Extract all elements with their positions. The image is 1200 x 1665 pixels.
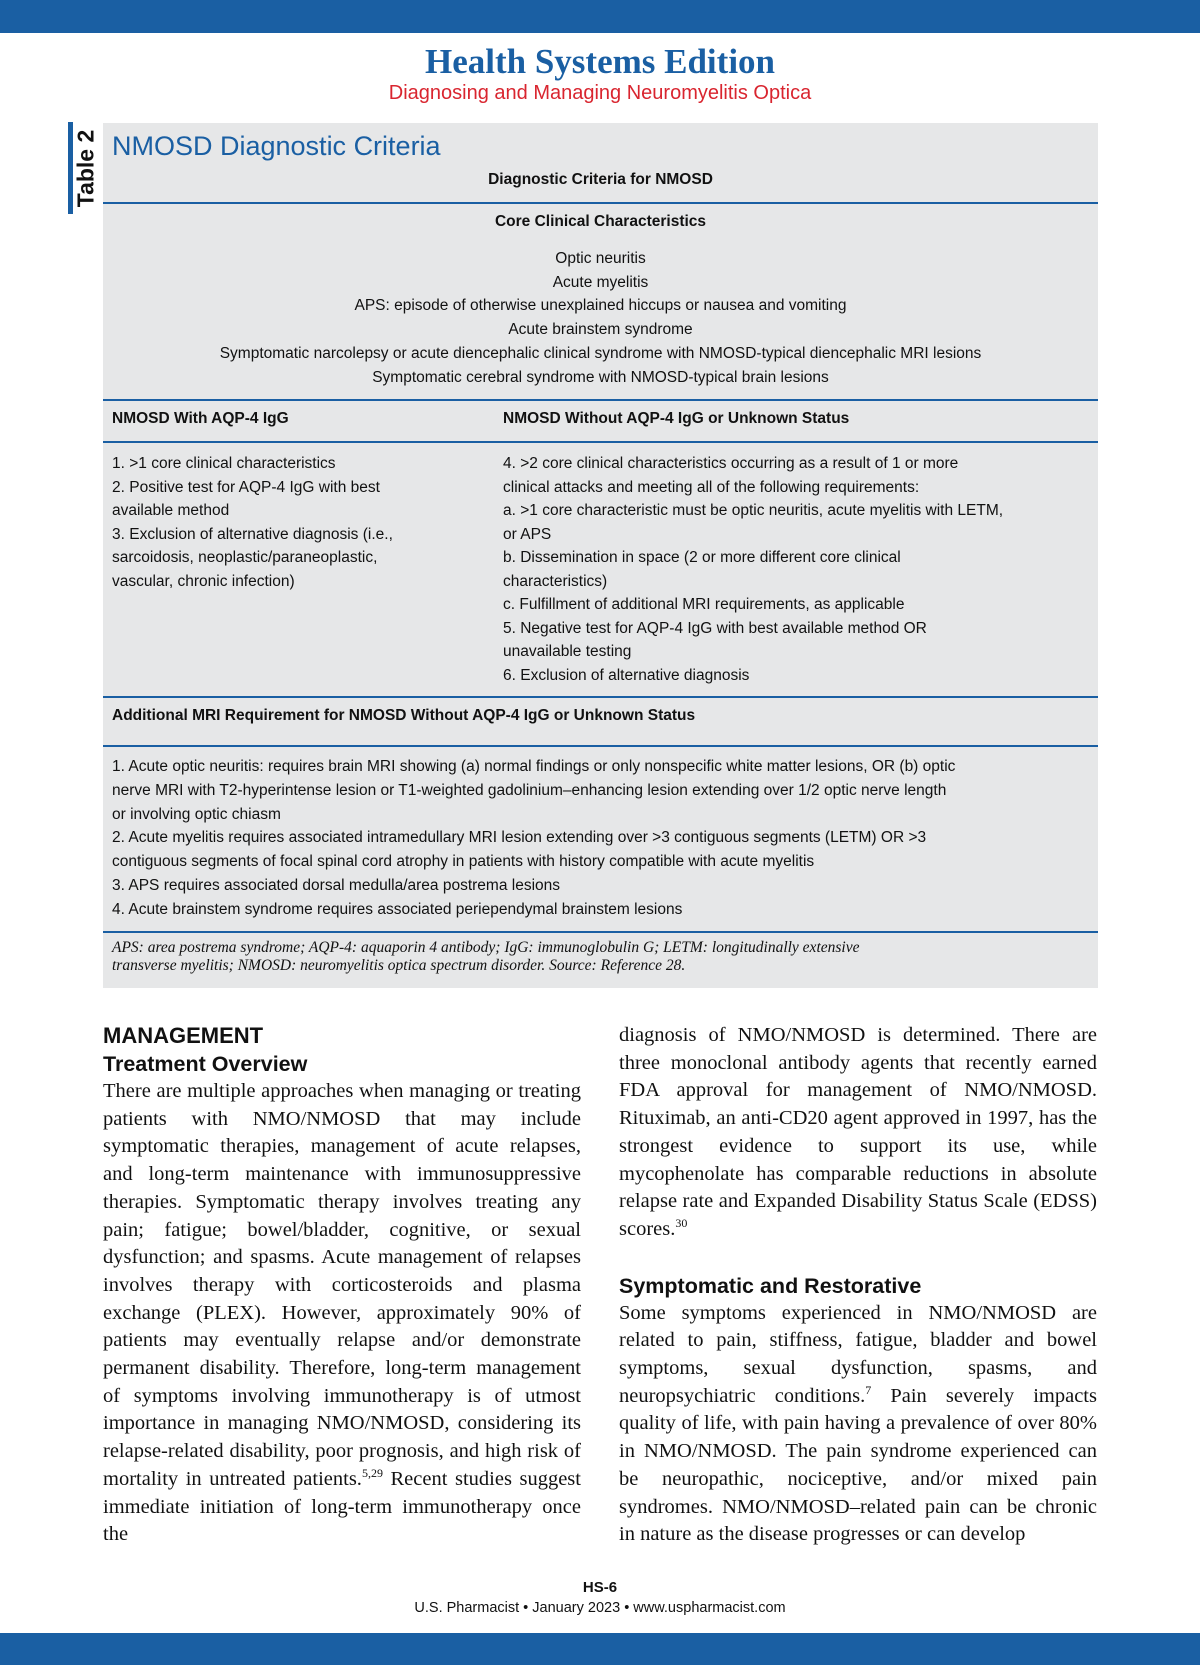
col-with-aqp4-heading: NMOSD With AQP-4 IgG — [112, 410, 289, 427]
table-number-text: Table 2 — [72, 129, 99, 207]
paragraph: diagnosis of NMO/NMOSD is determined. There are three monoclonal antibody agents that recently earned FDA approval for management of NMO/NMOSD. Rituximab, an anti-CD20 agent approved in 1997, has the strongest evidence to support its use, while mycophenolate has comparable reductions in absolute relapse rate and Expanded Disability Status Scale (EDSS) scores.$^{30}$ — [619, 1024, 1097, 1240]
col-without-aqp4-heading: NMOSD Without AQP-4 IgG or Unknown Status — [503, 410, 850, 427]
body-column-right — [619, 1022, 1097, 1549]
section-heading: MANAGEMENT — [103, 1023, 264, 1048]
paragraph-gap — [619, 1244, 1097, 1272]
footnote-line: APS: area postrema syndrome; AQP-4: aquaporin 4 antibody; IgG: immunoglobulin G; LETM: longitudinally extensive — [112, 939, 860, 956]
col-without-aqp4-criteria — [503, 452, 1093, 687]
table-rule — [103, 202, 1098, 204]
criteria-line: sarcoidosis, neoplastic/paraneoplastic, — [112, 549, 378, 566]
col-with-aqp4-criteria — [112, 452, 492, 593]
criteria-line: unavailable testing — [503, 643, 632, 660]
core-item: Optic neuritis — [555, 250, 646, 267]
mri-line: or involving optic chiasm — [112, 805, 281, 823]
page-number: HS-6 — [582, 1579, 618, 1596]
criteria-line: b. Dissemination in space (2 or more different core clinical — [503, 549, 901, 566]
table-rule — [103, 745, 1098, 747]
criteria-line: clinical attacks and meeting all of the following requirements: — [503, 478, 920, 496]
table-title: NMOSD Diagnostic Criteria — [112, 131, 441, 161]
criteria-line: vascular, chronic infection) — [112, 572, 295, 590]
citation: 5,29 — [361, 1466, 383, 1481]
table-rule — [103, 441, 1098, 443]
mri-line: contiguous segments of focal spinal cord atrophy in patients with history compatible with acute myelitis — [112, 853, 815, 871]
mri-line: 1. Acute optic neuritis: requires brain MRI showing (a) normal findings or only nonspecific white matter lesions, OR (b) optic — [112, 758, 956, 775]
paragraph: Some symptoms experienced in NMO/NMOSD are related to pain, stiffness, fatigue, bladder and bowel symptoms, sexual dysfunction, spasms, and neuropsychiatric conditions.$^7$ Pain severely impacts quality of life, with pain having a prevalence of over 80% in NMO/NMOSD. The pain syndrome experienced can be neuropathic, nociceptive, and/or mixed pain syndromes. NMO/NMOSD–related pain can be chronic in nature as the disease progresses or can develop — [619, 1301, 1097, 1546]
footnote-line: transverse myelitis; NMOSD: neuromyelitis optica spectrum disorder. Source: Reference 28. — [112, 957, 686, 974]
table-rule — [103, 931, 1098, 933]
criteria-line: available method — [112, 502, 230, 519]
table-number-label — [68, 122, 98, 214]
paragraph: There are multiple approaches when managing or treating patients with NMO/NMOSD that may include symptomatic therapies, management of acute relapses, and long-term maintenance with immunosuppressive therapies. Symptomatic therapy involves treating any pain; fatigue; bowel/bladder, cognitive, or sexual dysfunction; and spasms. Acute management of relapses involves therapy with corticosteroids and plasma exchange (PLEX). However, approximately 90% of patients may eventually relapse and/or demonstrate permanent disability. Therefore, long-term management of symptoms involving immunotherapy is of utmost importance in managing NMO/NMOSD, considering its relapse-related disability, poor prognosis, and high risk of mortality in untreated patients.$^{5,29}$ Recent studies suggest immediate initiation of long-term immunotherapy once the — [103, 1080, 581, 1546]
publication-edition-title: Health Systems Edition — [424, 42, 776, 81]
subsection-heading: Treatment Overview — [103, 1052, 308, 1076]
publication-footer: U.S. Pharmacist • January 2023 • www.uspharmacist.com — [414, 1600, 786, 1616]
core-characteristics-heading: Core Clinical Characteristics — [494, 213, 707, 230]
core-characteristics-list — [103, 247, 1098, 389]
core-item: APS: episode of otherwise unexplained hiccups or nausea and vomiting — [354, 297, 847, 315]
citation: 7 — [865, 1382, 872, 1397]
criteria-line: 4. >2 core clinical characteristics occurring as a result of 1 or more — [503, 455, 959, 472]
criteria-line: 5. Negative test for AQP-4 IgG with best available method OR — [503, 619, 927, 637]
core-item: Acute brainstem syndrome — [508, 321, 693, 339]
table-footnote — [112, 939, 1087, 975]
mri-requirement-heading: Additional MRI Requirement for NMOSD Without AQP-4 IgG or Unknown Status — [112, 707, 696, 724]
criteria-line: 2. Positive test for AQP-4 IgG with best — [112, 478, 380, 496]
criteria-line: 3. Exclusion of alternative diagnosis (i.e., — [112, 525, 393, 543]
criteria-line: a. >1 core characteristic must be optic neuritis, acute myelitis with LETM, — [503, 502, 1004, 519]
mri-line: nerve MRI with T2-hyperintense lesion or T1-weighted gadolinium–enhancing lesion extending over 1/2 optic nerve length — [112, 781, 947, 799]
core-item: Acute myelitis — [552, 273, 649, 291]
table-rule — [103, 399, 1098, 401]
table-rule — [103, 696, 1098, 698]
criteria-line: characteristics) — [503, 572, 608, 590]
criteria-line: 1. >1 core clinical characteristics — [112, 455, 336, 472]
criteria-line: 6. Exclusion of alternative diagnosis — [503, 666, 750, 684]
top-color-bar — [0, 0, 1200, 33]
criteria-line: c. Fulfillment of additional MRI requirements, as applicable — [503, 596, 905, 613]
diagnostic-criteria-table — [103, 123, 1098, 988]
body-column-left — [103, 1022, 581, 1549]
core-item: Symptomatic narcolepsy or acute diencephalic clinical syndrome with NMOSD-typical diencephalic MRI lesions — [219, 344, 982, 362]
article-title: Diagnosing and Managing Neuromyelitis Optica — [388, 82, 812, 104]
core-item: Symptomatic cerebral syndrome with NMOSD-typical brain lesions — [372, 368, 829, 386]
citation: 30 — [675, 1216, 688, 1231]
criteria-line: or APS — [503, 525, 552, 543]
mri-line: 3. APS requires associated dorsal medulla/area postrema lesions — [112, 876, 561, 894]
mri-line: 4. Acute brainstem syndrome requires associated periependymal brainstem lesions — [112, 900, 683, 918]
mri-line: 2. Acute myelitis requires associated intramedullary MRI lesion extending over >3 contiguous segments (LETM) OR >3 — [112, 829, 927, 847]
bottom-color-bar — [0, 1633, 1200, 1665]
mri-requirement-list — [112, 755, 1087, 922]
subsection-heading: Symptomatic and Restorative — [619, 1273, 922, 1298]
table-caption: Diagnostic Criteria for NMOSD — [488, 171, 713, 188]
